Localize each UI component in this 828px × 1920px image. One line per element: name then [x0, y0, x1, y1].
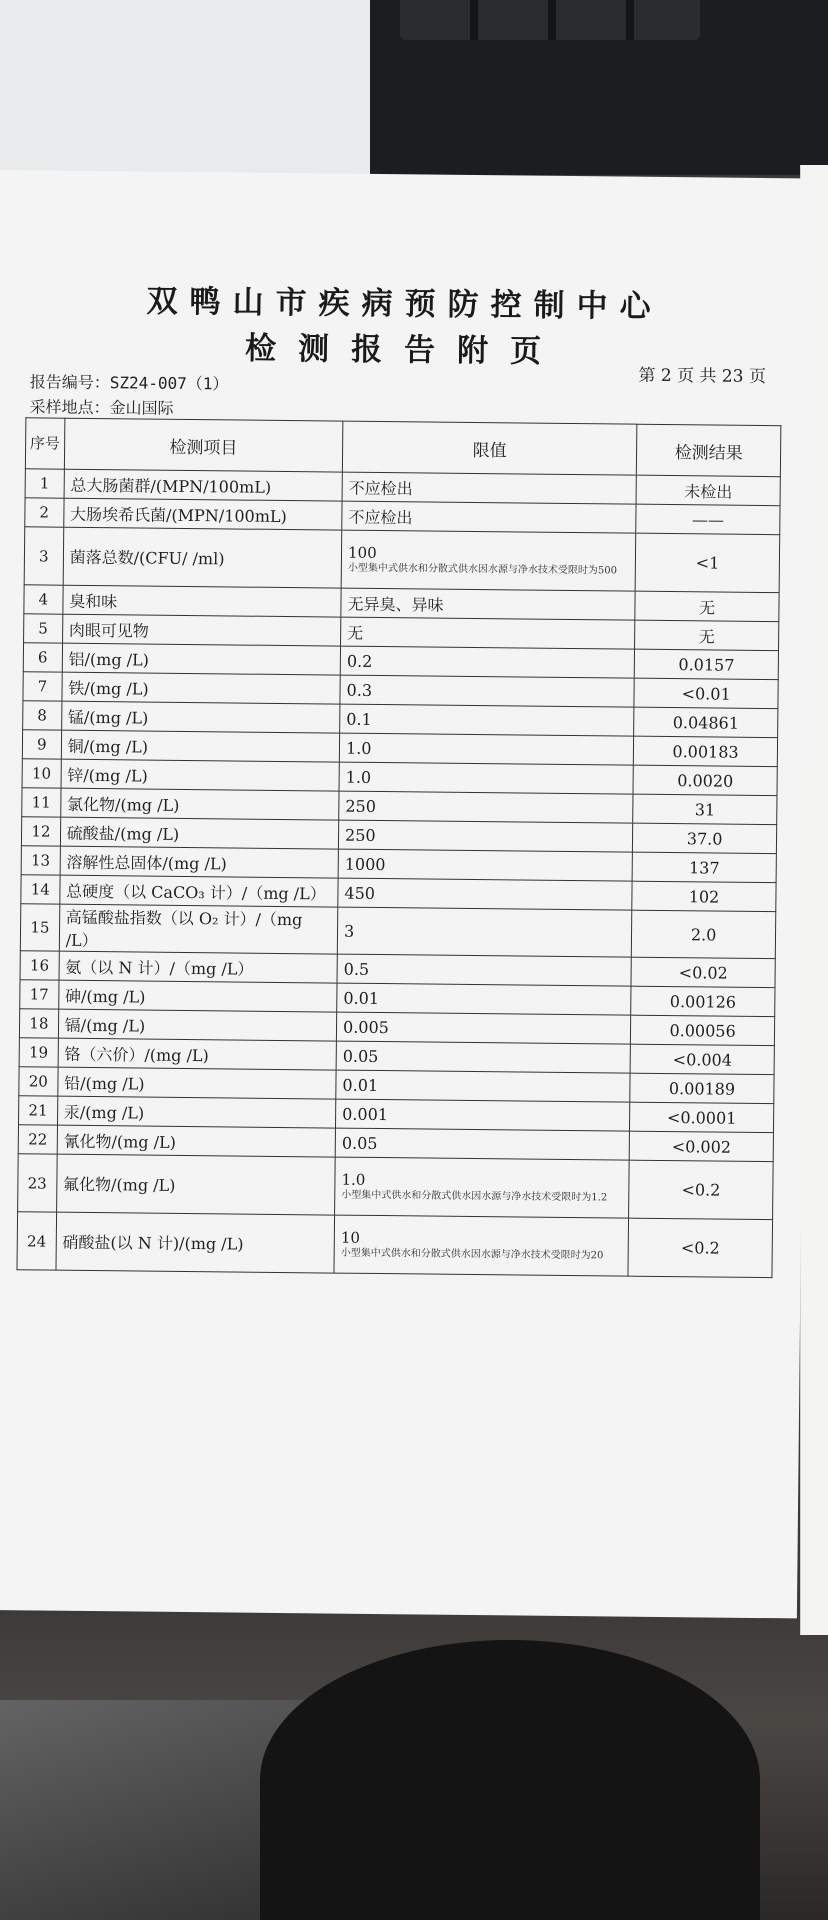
- table-body: [17, 469, 780, 1278]
- test-result: <0.004: [630, 1044, 774, 1075]
- test-result: 未检出: [636, 475, 780, 506]
- report-page: [0, 170, 812, 1618]
- test-result: 无: [635, 591, 779, 622]
- limit-main: 1.0: [341, 1170, 366, 1189]
- test-result: 137: [632, 852, 776, 883]
- test-result: <1: [635, 533, 779, 593]
- row-number: 6: [23, 643, 62, 672]
- test-result: 无: [635, 620, 779, 651]
- test-item: 肉眼可见物: [62, 614, 341, 646]
- row-number: 11: [22, 788, 61, 817]
- limit-value: 0.1: [340, 704, 634, 736]
- limit-value: 250: [338, 820, 632, 852]
- limit-note: 小型集中式供水和分散式供水因水源与净水技术受限时为500: [347, 562, 618, 576]
- test-result: <0.01: [634, 678, 778, 709]
- test-result: 0.00183: [634, 736, 778, 767]
- test-result: <0.2: [628, 1218, 772, 1278]
- limit-note: 小型集中式供水和分散式供水因水源与净水技术受限时为1.2: [341, 1189, 608, 1203]
- row-number: 23: [18, 1154, 57, 1212]
- limit-value: 0.05: [336, 1041, 630, 1073]
- test-item: 高锰酸盐指数（以 O₂ 计）/（mg /L）: [59, 904, 338, 954]
- limit-value: [341, 530, 636, 591]
- limit-value: 1000: [338, 849, 632, 881]
- test-item: 溶解性总固体/(mg /L): [60, 846, 339, 878]
- test-result: 0.0020: [633, 765, 777, 796]
- table-row: [17, 1212, 773, 1278]
- row-number: 12: [21, 817, 60, 846]
- test-item: 锰/(mg /L): [61, 701, 340, 733]
- limit-value: 0.5: [337, 954, 631, 986]
- limit-value: 0.05: [335, 1128, 629, 1160]
- test-item: 铅/(mg /L): [57, 1067, 336, 1099]
- table-header-row: [25, 418, 780, 477]
- limit-value: 1.0: [339, 733, 633, 765]
- test-item: 氯化物/(mg /L): [60, 788, 339, 820]
- row-number: 14: [21, 875, 60, 904]
- limit-value: [335, 1157, 630, 1218]
- limit-value: 1.0: [339, 762, 633, 794]
- test-item: 汞/(mg /L): [57, 1096, 336, 1128]
- test-item: 总大肠菌群/(MPN/100mL): [64, 469, 343, 501]
- limit-value: 不应检出: [342, 472, 636, 504]
- row-number: 13: [21, 846, 60, 875]
- limit-value: 0.01: [337, 983, 631, 1015]
- table-row: [18, 1154, 774, 1220]
- limit-note: 小型集中式供水和分散式供水因水源与净水技术受限时为20: [340, 1247, 604, 1261]
- row-number: 21: [19, 1096, 58, 1125]
- report-number: 报告编号：SZ24-007（1）: [29, 372, 229, 394]
- row-number: 5: [24, 614, 63, 643]
- row-number: 2: [25, 498, 64, 527]
- limit-value: [334, 1215, 629, 1276]
- test-result: 0.00056: [631, 1015, 775, 1046]
- limit-value: 250: [339, 791, 633, 823]
- row-number: 3: [24, 527, 63, 585]
- test-item: 总硬度（以 CaCO₃ 计）/（mg /L）: [60, 875, 339, 907]
- limit-value: 0.005: [336, 1012, 630, 1044]
- row-number: 22: [18, 1125, 57, 1154]
- test-result: 0.00189: [630, 1073, 774, 1104]
- test-result: 31: [633, 794, 777, 825]
- test-item: 大肠埃希氏菌/(MPN/100mL): [63, 498, 342, 530]
- test-result: 102: [632, 881, 776, 912]
- header-item: 检测项目: [64, 418, 343, 472]
- keyboard-keys: [400, 0, 700, 40]
- row-number: 15: [20, 904, 59, 951]
- sampling-site: 采样地点：金山国际: [29, 397, 174, 418]
- background-shadow: [260, 1640, 760, 1920]
- limit-value: 不应检出: [342, 501, 636, 533]
- test-item: 硝酸盐(以 N 计)/(mg /L): [56, 1212, 335, 1273]
- test-item: 锌/(mg /L): [61, 759, 340, 791]
- report-subtitle: 检测报告附页: [244, 330, 564, 370]
- table-row: [24, 527, 780, 593]
- test-item: 砷/(mg /L): [58, 980, 337, 1012]
- limit-main: 10: [340, 1228, 361, 1247]
- test-result: 0.00126: [631, 986, 775, 1017]
- test-item: 氨（以 N 计）/（mg /L）: [59, 951, 338, 983]
- row-number: 20: [19, 1067, 58, 1096]
- test-result: 0.0157: [634, 649, 778, 680]
- test-item: 臭和味: [63, 585, 342, 617]
- row-number: 7: [23, 672, 62, 701]
- test-item: 氰化物/(mg /L): [57, 1125, 336, 1157]
- test-result: <0.002: [629, 1131, 773, 1162]
- limit-value: 0.01: [336, 1070, 630, 1102]
- limit-value: 0.2: [340, 646, 634, 678]
- row-number: 10: [22, 759, 61, 788]
- test-result: <0.02: [631, 957, 775, 988]
- row-number: 4: [24, 585, 63, 614]
- test-item: 菌落总数/(CFU/ /ml): [63, 527, 342, 588]
- limit-value: 0.3: [340, 675, 634, 707]
- test-item: 铁/(mg /L): [62, 672, 341, 704]
- limit-value: 450: [338, 878, 632, 910]
- test-result: ——: [636, 504, 780, 535]
- report-title: 双鸭山市疾病预防控制中心: [146, 283, 663, 325]
- test-item: 铜/(mg /L): [61, 730, 340, 762]
- test-result: 0.04861: [634, 707, 778, 738]
- header-result: 检测结果: [637, 424, 781, 477]
- row-number: 9: [22, 730, 61, 759]
- page-number: 第 2 页 共 23 页: [638, 365, 766, 388]
- header-limit: 限值: [342, 421, 637, 475]
- row-number: 16: [20, 951, 59, 980]
- header-no: 序号: [25, 418, 64, 469]
- test-item: 铝/(mg /L): [62, 643, 341, 675]
- test-item: 铬（六价）/(mg /L): [58, 1038, 337, 1070]
- test-result: 37.0: [633, 823, 777, 854]
- limit-value: 0.001: [336, 1099, 630, 1131]
- test-item: 氟化物/(mg /L): [56, 1154, 335, 1215]
- table-row: [20, 904, 775, 959]
- row-number: 1: [25, 469, 64, 498]
- row-number: 19: [19, 1038, 58, 1067]
- row-number: 8: [23, 701, 62, 730]
- row-number: 24: [17, 1212, 56, 1270]
- results-table: [16, 417, 781, 1278]
- background-paper-stack: [0, 0, 380, 175]
- test-item: 镉/(mg /L): [58, 1009, 337, 1041]
- limit-main: 100: [347, 543, 377, 562]
- limit-value: 无异臭、异味: [341, 588, 635, 620]
- limit-value: 3: [337, 907, 632, 957]
- test-item: 硫酸盐/(mg /L): [60, 817, 339, 849]
- limit-value: 无: [341, 617, 635, 649]
- test-result: 2.0: [632, 910, 776, 959]
- test-result: <0.0001: [630, 1102, 774, 1133]
- test-result: <0.2: [629, 1160, 773, 1220]
- row-number: 17: [20, 980, 59, 1009]
- row-number: 18: [19, 1009, 58, 1038]
